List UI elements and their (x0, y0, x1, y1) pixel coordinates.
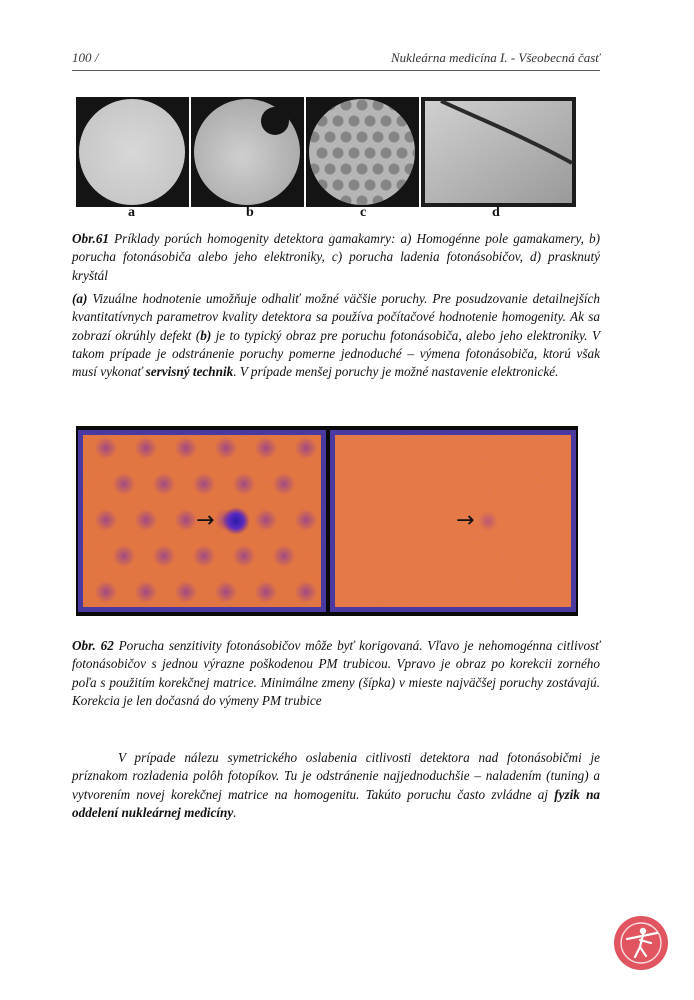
paragraph-2 (72, 749, 600, 822)
panel-a-homogeneous (76, 97, 189, 207)
caption-62-prefix: Obr. 62 (72, 638, 114, 653)
heatmap-after-correction (328, 426, 578, 616)
para2-fyzik: fyzik na oddelení nukleárnej medicíny (72, 786, 600, 820)
book-title: Nukleárna medicína I. - Všeobecná časť (390, 50, 600, 65)
panel-label-c: c (360, 205, 367, 220)
para1-text-2: je to typický obraz pre poruchu fotonásobiča, alebo jeho elektroniky. V takom prípade je odstránenie poruchy pomerne jednoduché – výmena fotonásobiča, ktorú však musí vykonať (72, 327, 601, 380)
figure-61-caption (72, 230, 600, 285)
panel-label-b: b (246, 205, 254, 220)
figure-62-caption (72, 637, 600, 710)
para1-text-3: . V prípade menšej poruchy je možné nastavenie elektronické. (233, 364, 559, 380)
caption-61-text: Príklady porúch homogenity detektora gamakamry: a) Homogénne pole gamakamery, b) porucha fotonásobiča alebo jeho elektroniky, c) porucha ladenia fotonásobičov, d) prasknutý kryštál (72, 231, 600, 283)
para1-ref-b: b) (200, 327, 212, 343)
figure-62 (76, 426, 578, 616)
publisher-logo (613, 915, 669, 971)
para1-ref-a: (a) (72, 291, 88, 306)
heatmap-before-correction (76, 426, 328, 616)
panel-d-cracked-crystal (421, 97, 576, 207)
panel-b-pm-defect (191, 97, 304, 207)
panel-label-a: a (128, 205, 135, 220)
para1-servisny-technik: servisný technik (145, 364, 234, 380)
para2-text-1: V prípade nálezu symetrického oslabenia citlivosti detektora nad fotonásobičmi je príznakom rozladenia polôh fotopíkov. Tu je odstránenie najjednoduchšie – naladením (tuning) a vytvorením novej korekčnej matrice na homogenitu. Takúto poruchu často zvládne aj (72, 750, 600, 802)
panel-label-d: d (492, 205, 500, 220)
header-rule (72, 70, 600, 71)
arrow-left-panel: → (196, 508, 215, 533)
arrow-right-panel: → (456, 508, 475, 533)
figure-61 (76, 97, 576, 222)
para1-text-1: Vizuálne hodnotenie umožňuje odhaliť možné väčšie poruchy. Pre posudzovanie detailnejších kvantitatívnych parametrov kvality detektora sa používa počítačové hodnotenie homogenity. Ak sa zobrazí okrúhly defekt ( (72, 291, 600, 343)
para2-text-2: . (233, 804, 237, 820)
caption-61-prefix: Obr.61 (72, 231, 110, 246)
paragraph-1 (72, 290, 600, 381)
caption-62-text: Porucha senzitivity fotonásobičov môže byť korigovaná. Vľavo je nehomogénna citlivosť fotonásobičov s jednou výrazne poškodenou PM trubicou. Vpravo je obraz po korekcii zorného poľa s použitím korekčnej matrice. Minimálne zmeny (šípka) v mieste najväčšej poruchy zostávajú. Korekcia je len dočasná do výmeny PM trubice (72, 638, 600, 708)
page-number: 100 / (72, 50, 99, 65)
panel-c-detuning (306, 97, 419, 207)
